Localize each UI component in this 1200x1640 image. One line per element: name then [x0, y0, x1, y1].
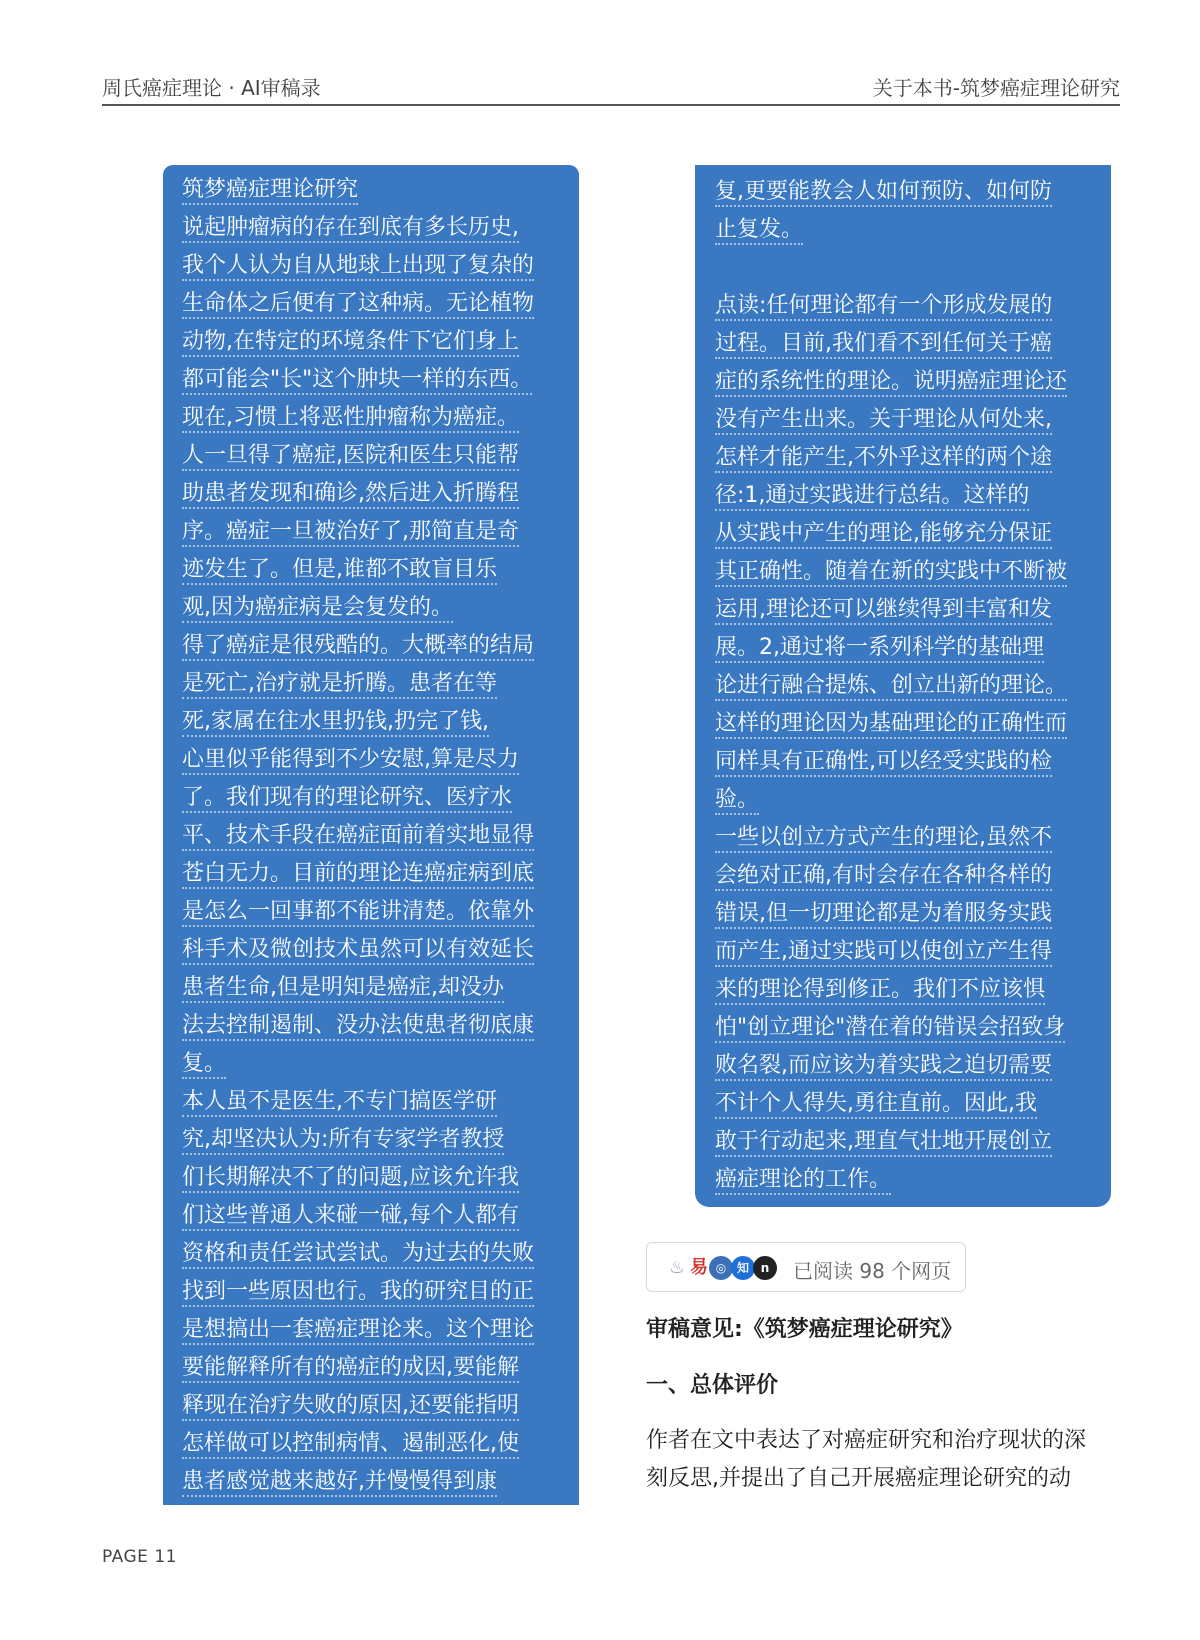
message-line-text: 释现在治疗失败的原因,还要能指明 — [182, 1393, 519, 1421]
paragraph-line: 刻反思,并提出了自己开展癌症理论研究的动 — [646, 1466, 1071, 1491]
page-number: PAGE 11 — [102, 1547, 177, 1567]
message-line — [182, 1159, 561, 1197]
message-line — [182, 209, 561, 247]
message-line — [182, 475, 561, 513]
message-line-text: 过程。目前,我们看不到任何关于癌 — [715, 331, 1052, 359]
message-line — [182, 285, 561, 323]
user-message-bubble — [163, 165, 579, 1505]
message-line — [715, 173, 1091, 211]
message-line — [715, 933, 1091, 971]
message-line-text: 科手术及微创技术虽然可以有效延长 — [182, 937, 534, 965]
message-line-text: 本人虽不是医生,不专门搞医学研 — [182, 1089, 497, 1117]
message-line-text: 复,更要能教会人如何预防、如何防 — [715, 179, 1052, 207]
message-line — [715, 363, 1091, 401]
message-line — [182, 1197, 561, 1235]
message-line-text: 一些以创立方式产生的理论,虽然不 — [715, 825, 1052, 853]
message-line — [182, 1273, 561, 1311]
message-line — [182, 589, 561, 627]
message-line — [715, 895, 1091, 933]
message-line-text: 不计个人得失,勇往直前。因此,我 — [715, 1091, 1037, 1119]
message-line-text: 说起肿瘤病的存在到底有多长历史, — [182, 215, 519, 243]
message-line — [715, 971, 1091, 1009]
message-line — [182, 1387, 561, 1425]
message-line — [182, 741, 561, 779]
sources-read-chip[interactable] — [646, 1242, 966, 1292]
message-line — [715, 211, 1091, 249]
book-title: 周氏癌症理论 · AI审稿录 — [102, 76, 321, 100]
message-line-text: 患者感觉越来越好,并慢慢得到康 — [182, 1469, 497, 1497]
message-line — [715, 667, 1091, 705]
message-line — [715, 1047, 1091, 1085]
message-line-text: 们这些普通人来碰一碰,每个人都有 — [182, 1203, 519, 1231]
message-line — [182, 1311, 561, 1349]
message-line-text: 展。2,通过将一系列科学的基础理 — [715, 635, 1044, 663]
message-line — [182, 399, 561, 437]
message-line — [715, 401, 1091, 439]
message-line-text: 而产生,通过实践可以使创立产生得 — [715, 939, 1052, 967]
message-line — [182, 969, 561, 1007]
message-line — [715, 515, 1091, 553]
message-line-text: 止复发。 — [715, 217, 803, 245]
message-line — [182, 1083, 561, 1121]
message-line-text: 败名裂,而应该为着实践之迫切需要 — [715, 1053, 1052, 1081]
message-line — [182, 1425, 561, 1463]
message-line-text: 怎样做可以控制病情、遏制恶化,使 — [182, 1431, 519, 1459]
message-line-text: 动物,在特定的环境条件下它们身上 — [182, 329, 519, 357]
sources-read-label: 已阅读 98 个网页 — [793, 1259, 952, 1283]
page-header — [102, 68, 1120, 106]
message-line-text: 心里似乎能得到不少安慰,算是尽力 — [182, 747, 519, 775]
message-line-text: 迹发生了。但是,谁都不敢盲目乐 — [182, 557, 497, 585]
source-icon-1: ♨ — [668, 1257, 686, 1278]
message-line-text: 是想搞出一套癌症理论来。这个理论 — [182, 1317, 534, 1345]
message-line — [182, 703, 561, 741]
message-line-text: 症的系统性的理论。说明癌症理论还 — [715, 369, 1067, 397]
section-heading: 一、总体评价 — [646, 1373, 779, 1398]
message-line-text: 要能解释所有的癌症的成因,要能解 — [182, 1355, 519, 1383]
message-line-text: 论进行融合提炼、创立出新的理论。 — [715, 673, 1067, 701]
message-line — [182, 551, 561, 589]
message-line — [182, 513, 561, 551]
message-line-text: 苍白无力。目前的理论连癌症病到底 — [182, 861, 534, 889]
message-line-text: 是怎么一回事都不能讲清楚。依靠外 — [182, 899, 534, 927]
message-line-text: 找到一些原因也行。我的研究目的正 — [182, 1279, 534, 1307]
source-icon-4: 知 — [731, 1256, 755, 1280]
message-line — [715, 857, 1091, 895]
source-icon-2: 易 — [690, 1257, 708, 1278]
message-line — [715, 1161, 1091, 1199]
message-line — [182, 893, 561, 931]
message-line-text: 运用,理论还可以继续得到丰富和发 — [715, 597, 1052, 625]
message-line — [182, 931, 561, 969]
message-line — [182, 1007, 561, 1045]
message-line-text: 验。 — [715, 787, 759, 815]
message-line-text: 是死亡,治疗就是折腾。患者在等 — [182, 671, 497, 699]
message-line-text: 人一旦得了癌症,医院和医生只能帮 — [182, 443, 519, 471]
review-title: 审稿意见:《筑梦癌症理论研究》 — [646, 1317, 963, 1342]
message-line-text: 会绝对正确,有时会存在各种各样的 — [715, 863, 1052, 891]
chapter-title: 关于本书-筑梦癌症理论研究 — [872, 76, 1120, 100]
message-line — [715, 629, 1091, 667]
message-line — [715, 705, 1091, 743]
message-line — [182, 1349, 561, 1387]
message-line-text: 怎样才能产生,不外乎这样的两个途 — [715, 445, 1052, 473]
message-line-text: 法去控制遏制、没办法使患者彻底康 — [182, 1013, 534, 1041]
message-line-text: 径:1,通过实践进行总结。这样的 — [715, 483, 1029, 511]
paragraph-line: 作者在文中表达了对癌症研究和治疗现状的深 — [646, 1428, 1087, 1453]
message-line-text: 资格和责任尝试尝试。为过去的失败 — [182, 1241, 534, 1269]
message-line — [182, 779, 561, 817]
message-line-text: 平、技术手段在癌症面前着实地显得 — [182, 823, 534, 851]
message-line-text: 观,因为癌症病是会复发的。 — [182, 595, 453, 623]
message-line — [715, 1123, 1091, 1161]
message-line — [182, 1045, 561, 1083]
message-line-text: 怕"创立理论"潜在着的错误会招致身 — [715, 1015, 1065, 1043]
user-message-bubble-continued — [695, 165, 1111, 1207]
message-line — [182, 437, 561, 475]
message-line-text: 患者生命,但是明知是癌症,却没办 — [182, 975, 504, 1003]
message-line-text: 从实践中产生的理论,能够充分保证 — [715, 521, 1052, 549]
message-line-text: 没有产生出来。关于理论从何处来, — [715, 407, 1052, 435]
message-line — [715, 477, 1091, 515]
message-line-text: 得了癌症是很残酷的。大概率的结局 — [182, 633, 534, 661]
source-icon-3: ◎ — [709, 1256, 733, 1280]
message-line-text: 了。我们现有的理论研究、医疗水 — [182, 785, 512, 813]
message-line-text: 这样的理论因为基础理论的正确性而 — [715, 711, 1067, 739]
message-line — [715, 287, 1091, 325]
message-line-text: 序。癌症一旦被治好了,那简直是奇 — [182, 519, 519, 547]
message-line — [715, 591, 1091, 629]
message-line — [182, 817, 561, 855]
message-line — [182, 1121, 561, 1159]
message-line — [182, 171, 561, 209]
message-line — [182, 361, 561, 399]
message-line — [715, 439, 1091, 477]
message-line-text: 生命体之后便有了这种病。无论植物 — [182, 291, 534, 319]
blank-line — [715, 249, 1091, 287]
source-icon-5: n — [753, 1256, 777, 1280]
message-line-text: 究,却坚决认为:所有专家学者教授 — [182, 1127, 504, 1155]
message-line-text: 癌症理论的工作。 — [715, 1167, 891, 1195]
message-line-text: 点读:任何理论都有一个形成发展的 — [715, 293, 1052, 321]
message-line — [715, 781, 1091, 819]
message-line-text: 复。 — [182, 1051, 226, 1079]
message-line — [715, 819, 1091, 857]
message-line — [715, 1085, 1091, 1123]
review-paragraph — [646, 1422, 1126, 1498]
message-line-text: 都可能会"长"这个肿块一样的东西。 — [182, 367, 532, 395]
message-line — [182, 855, 561, 893]
message-line — [715, 1009, 1091, 1047]
message-line — [715, 325, 1091, 363]
message-line — [182, 627, 561, 665]
message-line-text: 现在,习惯上将恶性肿瘤称为癌症。 — [182, 405, 519, 433]
message-line-text: 来的理论得到修正。我们不应该惧 — [715, 977, 1045, 1005]
message-line-text: 我个人认为自从地球上出现了复杂的 — [182, 253, 534, 281]
message-line-text: 错误,但一切理论都是为着服务实践 — [715, 901, 1052, 929]
message-line — [182, 323, 561, 361]
message-line-text: 们长期解决不了的问题,应该允许我 — [182, 1165, 519, 1193]
message-line — [182, 1235, 561, 1273]
message-line-text: 助患者发现和确诊,然后进入折腾程 — [182, 481, 519, 509]
message-line — [182, 665, 561, 703]
message-line-text: 死,家属在往水里扔钱,扔完了钱, — [182, 709, 489, 737]
message-line-text: 其正确性。随着在新的实践中不断被 — [715, 559, 1067, 587]
message-line-text: 筑梦癌症理论研究 — [182, 177, 358, 205]
message-line — [182, 247, 561, 285]
message-line — [715, 553, 1091, 591]
message-line — [182, 1463, 561, 1501]
message-line — [715, 743, 1091, 781]
message-line-text: 同样具有正确性,可以经受实践的检 — [715, 749, 1052, 777]
message-line-text: 敢于行动起来,理直气壮地开展创立 — [715, 1129, 1052, 1157]
